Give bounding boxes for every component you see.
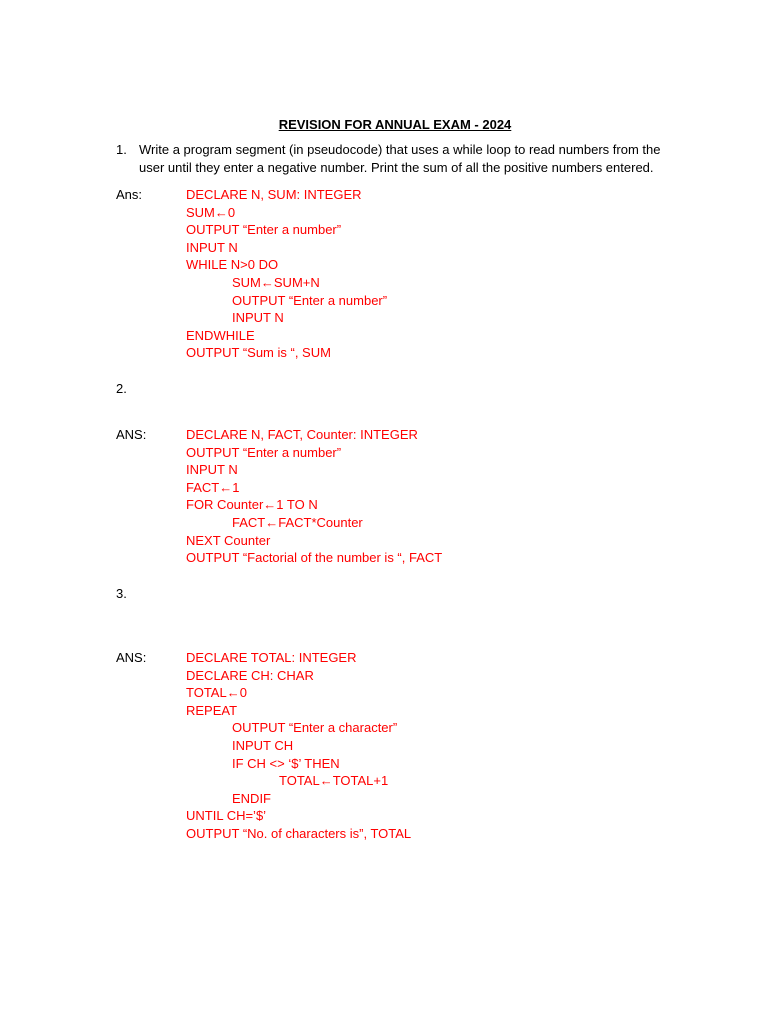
answer-code-3 bbox=[186, 649, 411, 843]
code-line: UNTIL CH=’$’ bbox=[186, 808, 267, 824]
code-line: DECLARE N, FACT, Counter: INTEGER bbox=[186, 427, 418, 442]
code-line: OUTPUT “Enter a character” bbox=[232, 720, 398, 736]
code-line: OUTPUT “No. of characters is”, TOTAL bbox=[186, 825, 412, 841]
code-line: SUM←0 bbox=[186, 204, 236, 220]
code-line: DECLARE CH: CHAR bbox=[186, 667, 314, 683]
question-text: Write a program segment (in pseudocode) that uses a while loop to read numbers from the user until they enter a negative number. Print the sum of all the positive numbers entered. bbox=[139, 142, 661, 175]
code-line: OUTPUT “Enter a number” bbox=[186, 222, 342, 238]
page-title: REVISION FOR ANNUAL EXAM - 2024 bbox=[278, 117, 512, 132]
code-line: DECLARE N, SUM: INTEGER bbox=[186, 187, 362, 202]
code-line: OUTPUT “Enter a number” bbox=[232, 292, 388, 308]
code-line: OUTPUT “Sum is “, SUM bbox=[186, 345, 331, 361]
code-line: FACT←1 bbox=[186, 479, 240, 495]
code-line: ENDWHILE bbox=[186, 327, 255, 343]
question-1 bbox=[116, 141, 676, 176]
question-number: 3. bbox=[116, 586, 127, 601]
question-number: 2. bbox=[116, 381, 127, 396]
code-line: IF CH <> ‘$’ THEN bbox=[232, 755, 340, 771]
code-line: INPUT N bbox=[186, 239, 238, 255]
question-number: 1. bbox=[116, 142, 127, 157]
code-line: REPEAT bbox=[186, 702, 238, 718]
code-line: FOR Counter←1 TO N bbox=[186, 497, 318, 513]
code-line: FACT←FACT*Counter bbox=[232, 514, 363, 530]
code-line: NEXT Counter bbox=[186, 532, 271, 548]
code-line: WHILE N>0 DO bbox=[186, 257, 279, 273]
answer-label: Ans: bbox=[116, 187, 143, 202]
code-line: DECLARE TOTAL: INTEGER bbox=[186, 650, 357, 665]
code-line: TOTAL←0 bbox=[186, 685, 247, 701]
answer-label: ANS: bbox=[116, 650, 147, 665]
code-line: OUTPUT “Factorial of the number is “, FACT bbox=[186, 550, 443, 566]
answer-label: ANS: bbox=[116, 427, 147, 442]
code-line: SUM←SUM+N bbox=[232, 274, 320, 290]
code-line: INPUT N bbox=[186, 462, 238, 478]
code-line: OUTPUT “Enter a number” bbox=[186, 444, 342, 460]
answer-code-2 bbox=[186, 426, 442, 567]
code-line: TOTAL←TOTAL+1 bbox=[279, 773, 389, 789]
code-line: INPUT N bbox=[232, 310, 284, 326]
answer-code-1 bbox=[186, 186, 387, 362]
code-line: INPUT CH bbox=[232, 737, 294, 753]
code-line: ENDIF bbox=[232, 790, 271, 806]
